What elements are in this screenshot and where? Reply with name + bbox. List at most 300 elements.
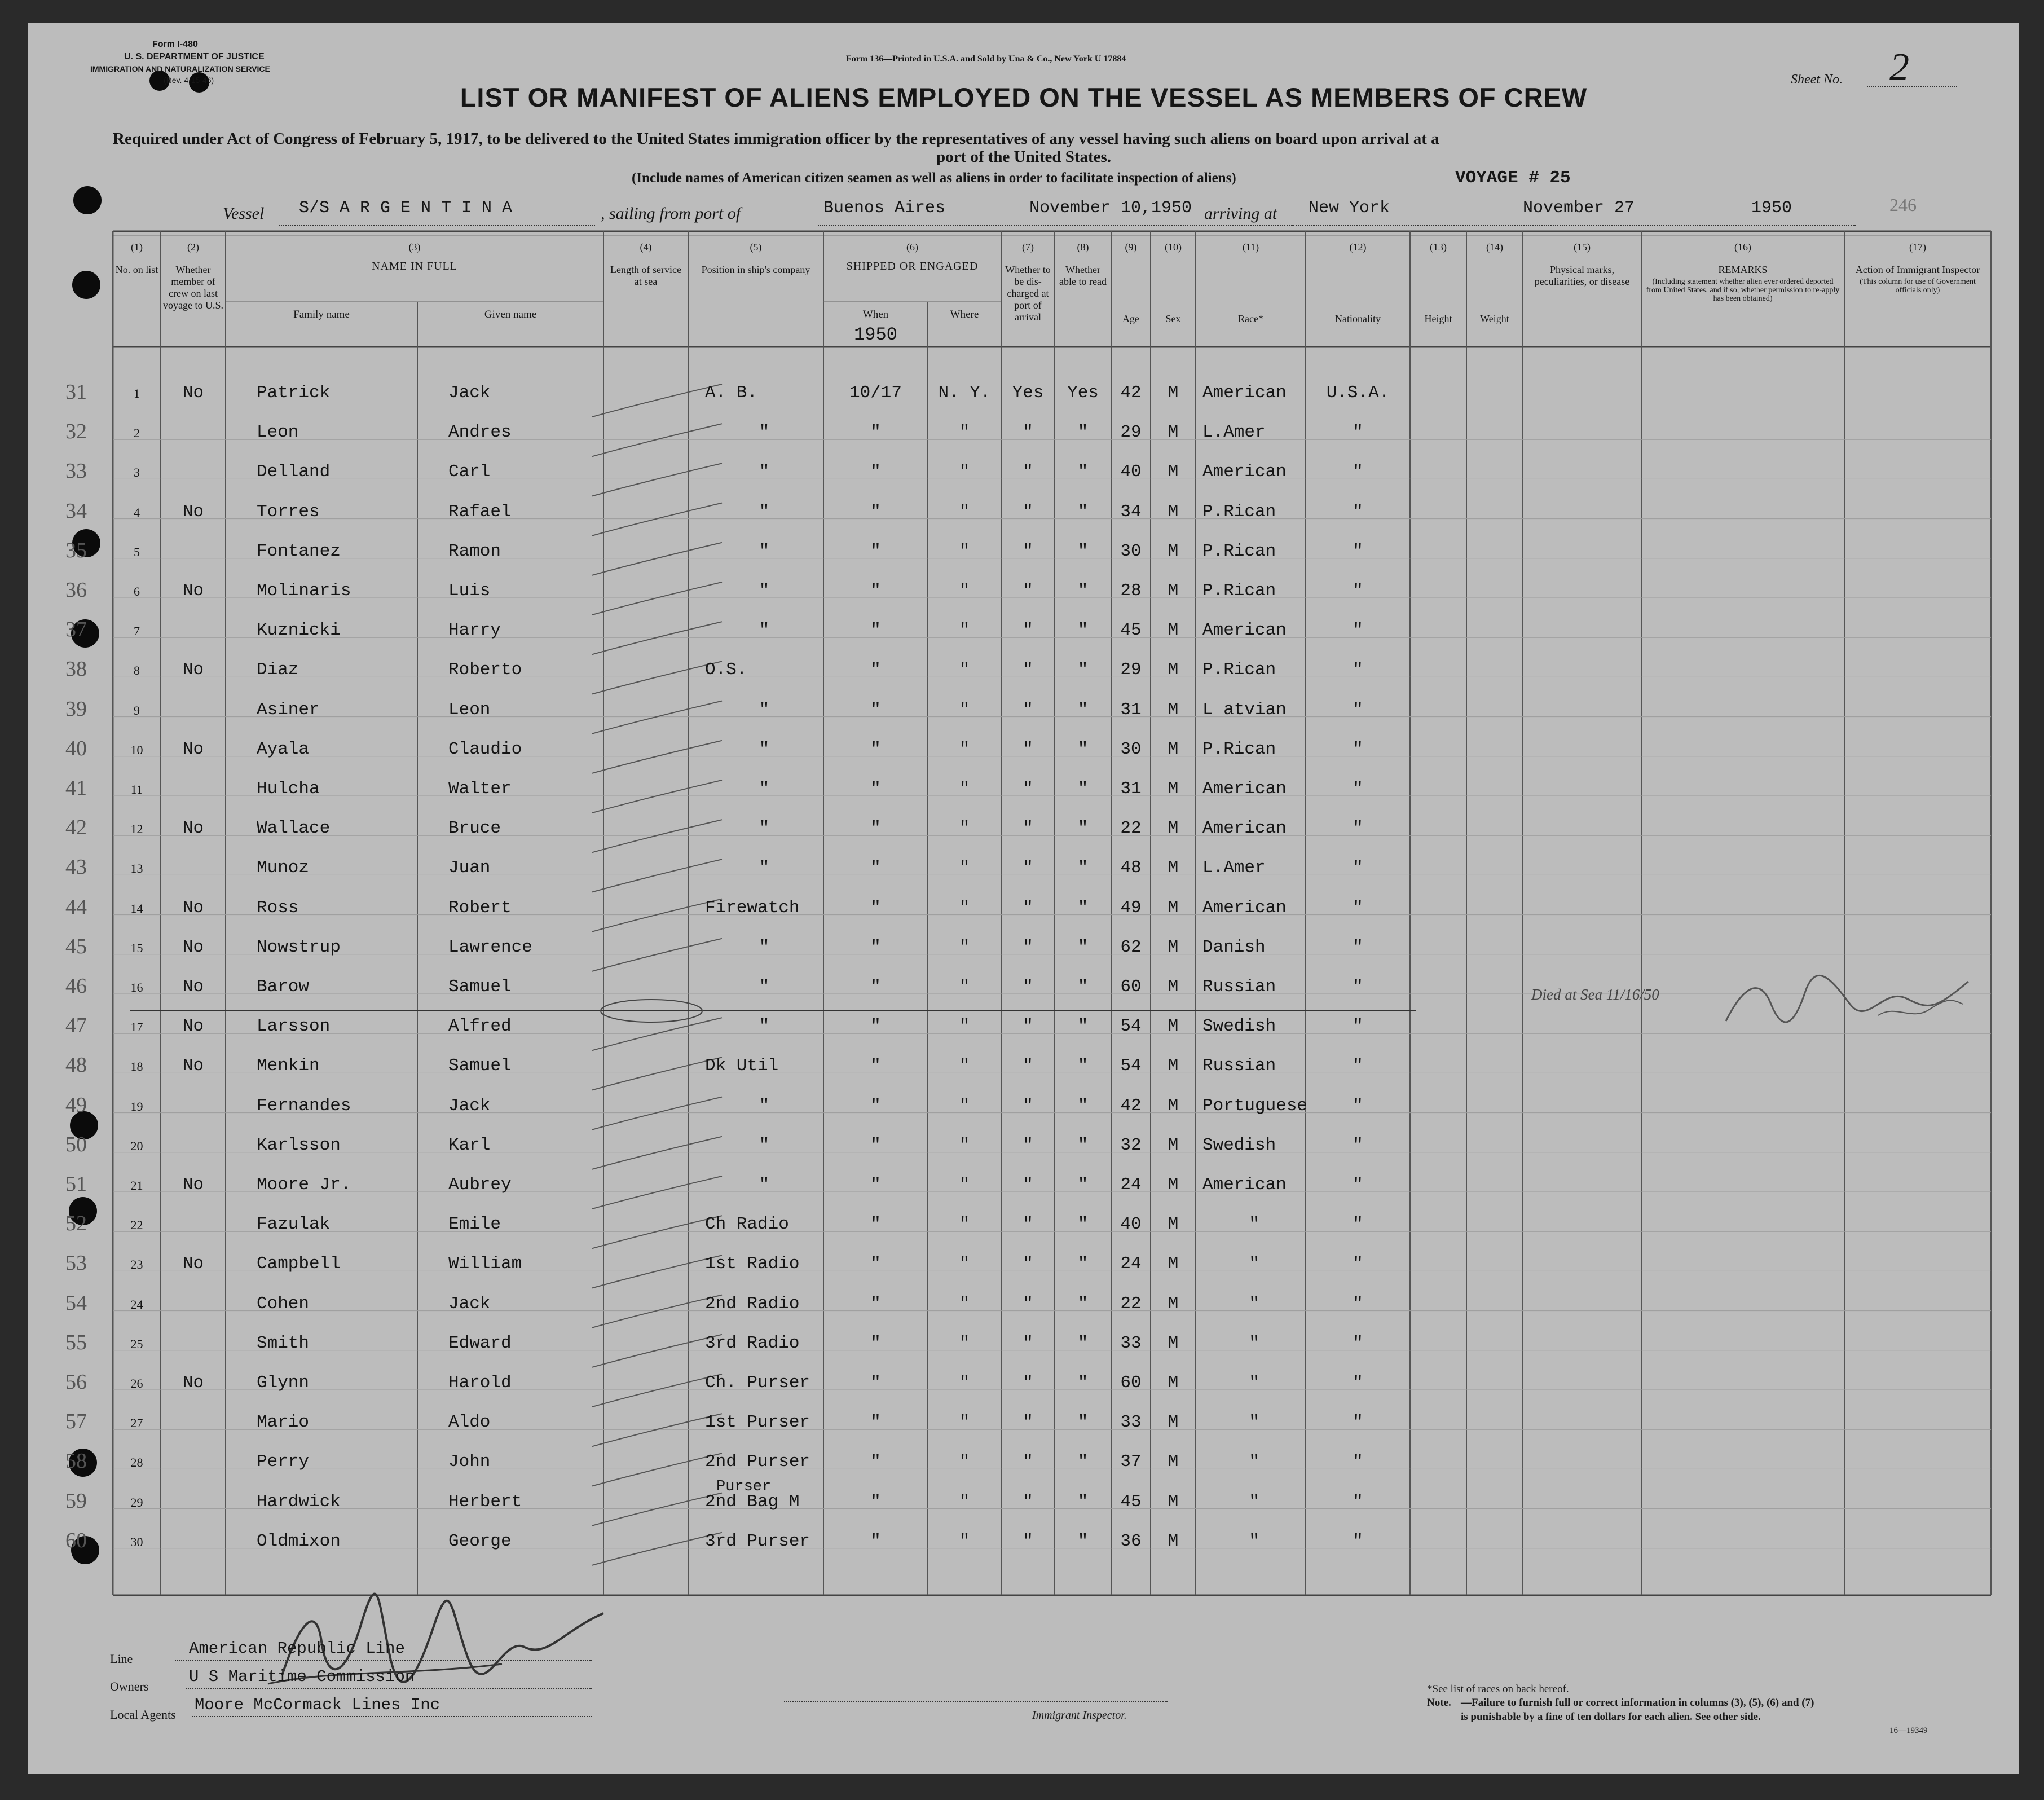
able-to-read: " xyxy=(1077,1452,1089,1472)
given-name: Walter xyxy=(448,779,512,799)
position: " xyxy=(759,858,770,878)
discharged: " xyxy=(1023,1254,1033,1274)
list-number: 4 xyxy=(134,505,140,520)
shipped-when: " xyxy=(870,1531,881,1551)
shipped-where: " xyxy=(959,858,970,878)
line-underline xyxy=(175,1660,592,1661)
nationality: " xyxy=(1353,977,1363,997)
shipped-when: " xyxy=(870,779,881,799)
family-name: Menkin xyxy=(257,1056,320,1076)
discharged: " xyxy=(1023,937,1033,957)
position: " xyxy=(759,1135,770,1155)
race: " xyxy=(1249,1333,1259,1353)
column-number: (4) xyxy=(640,241,652,253)
column-label: Weight xyxy=(1480,313,1509,324)
given-name: Jack xyxy=(448,1293,491,1314)
subtitle-line-3: (Include names of American citizen seamen as well as aliens in order to facilitate inspection of aliens) xyxy=(632,170,1236,186)
discharged: " xyxy=(1023,1452,1033,1472)
line-number: 36 xyxy=(65,578,87,602)
race: Swedish xyxy=(1202,1016,1276,1037)
sex: M xyxy=(1168,1293,1179,1314)
line-label: Line xyxy=(110,1652,133,1666)
service-length-mark xyxy=(592,424,722,456)
shipped-where: " xyxy=(959,1254,970,1274)
age: 42 xyxy=(1120,383,1142,403)
line-number: 46 xyxy=(65,974,87,998)
family-name: Glynn xyxy=(257,1373,310,1393)
service-length-mark xyxy=(592,503,722,536)
given-name: Juan xyxy=(448,858,491,878)
service-length-mark xyxy=(592,780,722,813)
discharged: " xyxy=(1023,501,1033,522)
race: P.Rican xyxy=(1202,541,1276,561)
family-name: Leon xyxy=(257,423,299,443)
sailing-label: , sailing from port of xyxy=(601,204,741,223)
line-number: 51 xyxy=(65,1172,87,1196)
nationality: " xyxy=(1353,1095,1363,1116)
list-number: 13 xyxy=(130,861,143,876)
able-to-read: " xyxy=(1077,1491,1089,1512)
nationality: " xyxy=(1353,1254,1363,1274)
sex: M xyxy=(1168,423,1179,443)
shipped-year: 1950 xyxy=(854,324,897,345)
shipped-when: " xyxy=(870,423,881,443)
service-length-mark xyxy=(592,1097,722,1130)
shipped-when: " xyxy=(870,501,881,522)
last-voyage: No xyxy=(182,660,204,680)
discharged: " xyxy=(1023,1412,1033,1433)
family-name: Kuznicki xyxy=(257,620,341,641)
service-length-mark xyxy=(592,899,722,932)
position: " xyxy=(759,462,770,482)
position: " xyxy=(759,937,770,957)
sex: M xyxy=(1168,462,1179,482)
age: 42 xyxy=(1120,1095,1142,1116)
column-label: Age xyxy=(1122,313,1139,324)
able-to-read: " xyxy=(1077,739,1089,759)
shipped-where: " xyxy=(959,1056,970,1076)
family-name: Cohen xyxy=(257,1293,310,1314)
age: 22 xyxy=(1120,1293,1142,1314)
nationality: " xyxy=(1353,699,1363,720)
form-number: Form I-480 xyxy=(152,39,198,49)
column-number: (16) xyxy=(1734,241,1751,253)
position: Ch Radio xyxy=(705,1214,789,1235)
vessel-name: S/S A R G E N T I N A xyxy=(299,199,513,218)
date-from: November 10,1950 xyxy=(1029,199,1192,218)
family-name: Torres xyxy=(257,501,320,522)
age: 60 xyxy=(1120,977,1142,997)
sex: M xyxy=(1168,699,1179,720)
discharged: " xyxy=(1023,1293,1033,1314)
list-number: 8 xyxy=(134,663,140,678)
service-length-mark xyxy=(592,463,722,496)
column-number: (13) xyxy=(1430,241,1447,253)
race: " xyxy=(1249,1531,1259,1551)
column-number: (7) xyxy=(1022,241,1034,253)
service-length-mark xyxy=(592,1176,722,1209)
shipped-when: " xyxy=(870,1135,881,1155)
sheet-number: 2 xyxy=(1889,46,1909,89)
position: " xyxy=(759,1095,770,1116)
position: 2nd Purser xyxy=(705,1452,810,1472)
nationality: U.S.A. xyxy=(1326,383,1390,403)
race: L.Amer xyxy=(1202,423,1266,443)
sex: M xyxy=(1168,858,1179,878)
race: American xyxy=(1202,383,1287,403)
service-length-mark xyxy=(592,1533,722,1565)
race: American xyxy=(1202,620,1287,641)
column-number: (17) xyxy=(1909,241,1926,253)
last-voyage: No xyxy=(182,383,204,403)
able-to-read: Yes xyxy=(1067,383,1099,403)
given-name: Herbert xyxy=(448,1491,522,1512)
race: " xyxy=(1249,1293,1259,1314)
service-length-mark xyxy=(592,661,722,694)
age: 30 xyxy=(1120,739,1142,759)
age: 31 xyxy=(1120,779,1142,799)
age: 31 xyxy=(1120,699,1142,720)
race: " xyxy=(1249,1373,1259,1393)
subtitle-line-2: port of the United States. xyxy=(936,148,1112,166)
shipped-when: " xyxy=(870,581,881,601)
column-label: Nationality xyxy=(1335,313,1381,324)
nationality: " xyxy=(1353,1412,1363,1433)
shipped-when: " xyxy=(870,1412,881,1433)
shipped-where: " xyxy=(959,897,970,918)
nationality: " xyxy=(1353,1214,1363,1235)
family-name: Smith xyxy=(257,1333,310,1353)
age: 33 xyxy=(1120,1412,1142,1433)
list-number: 7 xyxy=(134,624,140,639)
discharged: " xyxy=(1023,1095,1033,1116)
position: 2nd Radio xyxy=(705,1293,800,1314)
shipped-where: " xyxy=(959,1095,970,1116)
column-number: (9) xyxy=(1125,241,1137,253)
last-voyage: No xyxy=(182,937,204,957)
nationality: " xyxy=(1353,779,1363,799)
list-number: 25 xyxy=(130,1336,143,1351)
print-code: 16—19349 xyxy=(1889,1726,1928,1735)
shipped-where: " xyxy=(959,423,970,443)
discharged: " xyxy=(1023,620,1033,641)
shipped-where: " xyxy=(959,501,970,522)
age: 29 xyxy=(1120,423,1142,443)
shipped-when: " xyxy=(870,1254,881,1274)
shipped-when: " xyxy=(870,1333,881,1353)
last-voyage: No xyxy=(182,977,204,997)
nationality: " xyxy=(1353,462,1363,482)
shipped-where: " xyxy=(959,1373,970,1393)
line-number: 41 xyxy=(65,776,87,800)
shipped-where: " xyxy=(959,937,970,957)
line-number: 52 xyxy=(65,1212,87,1236)
discharged: " xyxy=(1023,1491,1033,1512)
position: Ch. Purser xyxy=(705,1373,810,1393)
given-name: Aubrey xyxy=(448,1175,512,1195)
column-group-label: NAME IN FULL xyxy=(372,260,457,272)
column-number: (14) xyxy=(1486,241,1503,253)
family-name: Hardwick xyxy=(257,1491,341,1512)
list-number: 12 xyxy=(130,822,143,837)
shipped-where: " xyxy=(959,699,970,720)
position: " xyxy=(759,1175,770,1195)
shipped-where: " xyxy=(959,1412,970,1433)
service-length-mark xyxy=(592,1493,722,1526)
revision: (Rev. 4-15-46) xyxy=(164,76,214,85)
shipped-where: " xyxy=(959,581,970,601)
discharged: " xyxy=(1023,1135,1033,1155)
list-number: 11 xyxy=(130,782,143,796)
sex: M xyxy=(1168,779,1179,799)
sex: M xyxy=(1168,1095,1179,1116)
sex: M xyxy=(1168,1135,1179,1155)
given-name: Claudio xyxy=(448,739,522,759)
list-number: 6 xyxy=(134,584,140,598)
family-name: Munoz xyxy=(257,858,310,878)
column-label: Length of service at sea xyxy=(610,264,681,287)
position: " xyxy=(759,699,770,720)
service-length-mark xyxy=(592,1295,722,1328)
vessel-label: Vessel xyxy=(223,204,265,223)
age: 48 xyxy=(1120,858,1142,878)
shipped-where: " xyxy=(959,1175,970,1195)
list-number: 26 xyxy=(130,1376,143,1390)
column-label: Physical marks, peculiarities, or disease xyxy=(1534,264,1630,287)
position: " xyxy=(759,581,770,601)
family-name: Barow xyxy=(257,977,310,997)
race: " xyxy=(1249,1452,1259,1472)
column-number: (1) xyxy=(131,241,143,253)
shipped-when: " xyxy=(870,897,881,918)
able-to-read: " xyxy=(1077,1214,1089,1235)
sex: M xyxy=(1168,1333,1179,1353)
list-number: 15 xyxy=(130,940,143,955)
position: 2nd Bag M xyxy=(705,1491,800,1512)
race: P.Rican xyxy=(1202,739,1276,759)
age: 22 xyxy=(1120,818,1142,839)
shipped-where: " xyxy=(959,1016,970,1037)
sex: M xyxy=(1168,541,1179,561)
line-number: 49 xyxy=(65,1093,87,1117)
shipped-where: " xyxy=(959,1531,970,1551)
list-number: 10 xyxy=(130,742,143,757)
date-to: November 27 xyxy=(1523,199,1635,218)
line-number: 58 xyxy=(65,1449,87,1473)
list-number: 9 xyxy=(134,703,140,718)
column-label: No. on list xyxy=(115,264,158,275)
note-label: Note. xyxy=(1427,1697,1451,1709)
owners-value: U S Maritime Commission xyxy=(189,1667,415,1686)
shipped-when: " xyxy=(870,1175,881,1195)
age: 30 xyxy=(1120,541,1142,561)
shipped-when: " xyxy=(870,1016,881,1037)
line-number: 60 xyxy=(65,1528,87,1552)
service-length-mark xyxy=(592,622,722,654)
family-name: Campbell xyxy=(257,1254,341,1274)
shipped-where: " xyxy=(959,1452,970,1472)
able-to-read: " xyxy=(1077,1175,1089,1195)
age: 29 xyxy=(1120,660,1142,680)
list-number: 3 xyxy=(134,465,140,480)
sex: M xyxy=(1168,897,1179,918)
last-voyage: No xyxy=(182,501,204,522)
nationality: " xyxy=(1353,1016,1363,1037)
nationality: " xyxy=(1353,1531,1363,1551)
shipped-when: " xyxy=(870,620,881,641)
list-number: 16 xyxy=(130,980,143,994)
nationality: " xyxy=(1353,818,1363,839)
able-to-read: " xyxy=(1077,937,1089,957)
note-text-1: —Failure to furnish full or correct information in columns (3), (5), (6) and (7) xyxy=(1461,1697,1814,1709)
sex: M xyxy=(1168,977,1179,997)
line-number: 44 xyxy=(65,895,87,919)
discharged: " xyxy=(1023,818,1033,839)
given-name: Emile xyxy=(448,1214,501,1235)
line-number: 31 xyxy=(65,380,87,404)
position: " xyxy=(759,739,770,759)
race: P.Rican xyxy=(1202,581,1276,601)
race: P.Rican xyxy=(1202,660,1276,680)
line-number: 43 xyxy=(65,855,87,879)
line-number: 50 xyxy=(65,1132,87,1156)
race: Swedish xyxy=(1202,1135,1276,1155)
given-name: Samuel xyxy=(448,977,512,997)
able-to-read: " xyxy=(1077,858,1089,878)
last-voyage: No xyxy=(182,897,204,918)
service-circle xyxy=(598,997,705,1025)
sex: M xyxy=(1168,1016,1179,1037)
line-value: American Republic Line xyxy=(189,1639,405,1658)
family-name: Fazulak xyxy=(257,1214,331,1235)
last-voyage: No xyxy=(182,1373,204,1393)
column-number: (8) xyxy=(1077,241,1089,253)
position: A. B. xyxy=(705,383,758,403)
position: 1st Purser xyxy=(705,1412,810,1433)
age: 34 xyxy=(1120,501,1142,522)
shipped-where: " xyxy=(959,1293,970,1314)
sex: M xyxy=(1168,818,1179,839)
remark-died-at-sea: Died at Sea 11/16/50 xyxy=(1531,986,1659,1003)
column-label: Position in ship's company xyxy=(701,264,810,275)
column-group-label: SHIPPED OR ENGAGED xyxy=(846,260,979,272)
given-name: Ramon xyxy=(448,541,501,561)
line-number: 57 xyxy=(65,1410,87,1434)
shipped-where: " xyxy=(959,977,970,997)
given-name: Harry xyxy=(448,620,501,641)
discharged: " xyxy=(1023,897,1033,918)
column-number: (12) xyxy=(1349,241,1367,253)
family-name: Hulcha xyxy=(257,779,320,799)
subtitle-line-1: Required under Act of Congress of February 5, 1917, to be delivered to the United States immigration officer by the representatives of any vessel having such aliens on board upon arrival at a xyxy=(113,130,1439,148)
shipped-where: " xyxy=(959,620,970,641)
family-name: Moore Jr. xyxy=(257,1175,351,1195)
discharged: " xyxy=(1023,977,1033,997)
list-number: 29 xyxy=(130,1495,143,1509)
given-name: Luis xyxy=(448,581,491,601)
given-name: George xyxy=(448,1531,512,1551)
shipped-when: " xyxy=(870,977,881,997)
discharged: Yes xyxy=(1012,383,1044,403)
list-number: 24 xyxy=(130,1297,143,1312)
discharged: " xyxy=(1023,660,1033,680)
family-name: Wallace xyxy=(257,818,331,839)
line-number: 32 xyxy=(65,420,87,444)
able-to-read: " xyxy=(1077,779,1089,799)
age: 24 xyxy=(1120,1254,1142,1274)
list-number: 22 xyxy=(130,1218,143,1233)
race: " xyxy=(1249,1491,1259,1512)
column-number: (10) xyxy=(1165,241,1182,253)
shipped-when: " xyxy=(870,660,881,680)
sex: M xyxy=(1168,739,1179,759)
inspector-label: Immigrant Inspector. xyxy=(1032,1709,1127,1722)
service-length-mark xyxy=(592,741,722,773)
given-name: Roberto xyxy=(448,660,522,680)
family-name: Patrick xyxy=(257,383,331,403)
able-to-read: " xyxy=(1077,581,1089,601)
discharged: " xyxy=(1023,1333,1033,1353)
service-length-mark xyxy=(592,384,722,417)
discharged: " xyxy=(1023,1016,1033,1037)
discharged: " xyxy=(1023,779,1033,799)
owners-label: Owners xyxy=(110,1679,149,1693)
able-to-read: " xyxy=(1077,1373,1089,1393)
shipped-where: " xyxy=(959,818,970,839)
year-to: 1950 xyxy=(1751,199,1792,218)
family-name: Ross xyxy=(257,897,299,918)
given-name: Jack xyxy=(448,383,491,403)
column-label: Sex xyxy=(1165,313,1181,324)
able-to-read: " xyxy=(1077,1333,1089,1353)
nationality: " xyxy=(1353,660,1363,680)
given-name: Robert xyxy=(448,897,512,918)
given-name: William xyxy=(448,1254,522,1274)
nationality: " xyxy=(1353,858,1363,878)
voyage-number: VOYAGE # 25 xyxy=(1455,168,1571,188)
service-length-mark xyxy=(592,1137,722,1169)
last-voyage: No xyxy=(182,1056,204,1076)
list-number: 30 xyxy=(130,1534,143,1549)
nationality: " xyxy=(1353,1373,1363,1393)
given-name: John xyxy=(448,1452,491,1472)
last-voyage: No xyxy=(182,1254,204,1274)
position: " xyxy=(759,779,770,799)
able-to-read: " xyxy=(1077,660,1089,680)
inspector-signature xyxy=(1720,970,1974,1032)
race: Portuguese xyxy=(1202,1095,1308,1116)
age: 33 xyxy=(1120,1333,1142,1353)
race: Russian xyxy=(1202,1056,1276,1076)
sex: M xyxy=(1168,1056,1179,1076)
sheet-label: Sheet No. xyxy=(1791,72,1843,87)
race: American xyxy=(1202,462,1287,482)
given-name: Leon xyxy=(448,699,491,720)
age: 45 xyxy=(1120,1491,1142,1512)
age: 32 xyxy=(1120,1135,1142,1155)
nationality: " xyxy=(1353,1333,1363,1353)
service-length-mark xyxy=(592,1216,722,1248)
column-number: (15) xyxy=(1574,241,1591,253)
shipped-when: " xyxy=(870,462,881,482)
able-to-read: " xyxy=(1077,977,1089,997)
line-number: 39 xyxy=(65,697,87,721)
column-label: Action of Immigrant Inspector xyxy=(1855,264,1980,275)
race: " xyxy=(1249,1254,1259,1274)
shipped-when: " xyxy=(870,937,881,957)
line-number: 54 xyxy=(65,1291,87,1315)
line-number: 48 xyxy=(65,1053,87,1077)
